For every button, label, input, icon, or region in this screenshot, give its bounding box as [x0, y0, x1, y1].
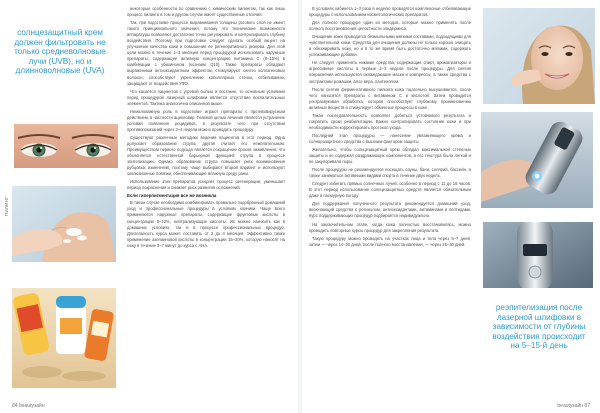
sunscreen-products-illustration [12, 288, 116, 388]
cream-application-illustration [12, 186, 116, 262]
left-callout: солнцезащитный крем должен фильтровать не только средневолновые лучи (UVB), но и длинноволновые (UVA) [14, 28, 106, 76]
eyes-closeup-illustration [14, 124, 118, 168]
laser-device-illustration [481, 112, 593, 208]
paragraph: Что касается пациентов с угревой сыпью и постакне, то основным условием перед процедурой лазерной шлифовки является отсутствие воспалительных элементов. Тактика аналогична описанной выше. [127, 88, 285, 106]
paragraph: Такая последовательность позволяет добиться устойчивого результата и сократить сроки реабилитации. Важно контролировать состояние кожи и при необходимости корректировать протокол ухода. [309, 112, 471, 130]
eyes-closeup-image [14, 124, 118, 168]
paragraph: После процедуры не рекомендуется посещать сауны, бани, солярий, бассейн, а также заниматься активными видами спорта в течение двух недель. [309, 167, 471, 179]
right-folio: beautyзайн 87 [557, 403, 590, 409]
paragraph: Существуют различные методики ведения пациентов в этот период. Одна допускает образование струпа, другая считает его нежелательным. Преимуществом первого подхода является сокращение сроков заживления, что объясняется естественной барьерной функцией струпа в процессе эпителизации. Однако образование струпа повышает риск возникновения рубцовых изменений, поэтому чаще выбирают второй вариант и используют окклюзионные повязки, обеспечивающие влажную среду раны. [127, 134, 285, 177]
paragraph: Для поддержания полученного результата рекомендуется домашний уход, включающий средства с ретинолом, антиоксидантами, витаминами и пептидами. Курс поддерживающих процедур подбирается индивидуально. [309, 201, 471, 219]
right-body-column [309, 6, 471, 404]
right-callout: реэпителизация после лазерной шлифовки в зависимости от глубины воздействия происходит на 5–15-й день [492, 303, 586, 351]
paragraph: После снятия ферментативного пилинга кожа тщательно высушивается, после чего наносятся препараты с витамином С и кислотой. Затем проводится ультразвуковая обработка, которая способствует глубокому проникновению активных веществ и стимулирует обменные процессы в коже. [309, 86, 471, 110]
paragraph: Следует избегать прямых солнечных лучей, особенно в период с 11 до 16 часов. В этот период использование солнцезащитных средств является обязательным даже в пасмурную погоду. [309, 181, 471, 199]
device-closeup-illustration [483, 222, 593, 288]
paragraph: Немаловажную роль в подготовке играют препараты с противовирусным действием, в частности ацикловир. Главной целью лечения является устранение условий появления рецидивов, в результате чего при отсутствии противопоказаний через 3–4 недели можно проводить процедуру. [127, 108, 285, 132]
paragraph: В таком случае необходимо комбинировать правильно подобранный домашний уход и профессиональные процедуры в условиях клиники. Чаще всего применяются наружные препараты, содержащие фруктовые кислоты в концентрации 5–12%, нейтрализующие кислоты. Их можно наносить как в домашних условиях, так и в процессе профессиональных процедур. Длительность курса может составить от 2 до 4 месяцев. Эффективно также применение азелаиновой кислоты в концентрации 15–20%, которую наносят на кожу в течение 3–7 минут до курса с АНА. [127, 200, 285, 248]
paragraph: Использование этих препаратов ускоряет процесс регенерации, уменьшает период покраснения и снижает риск развития осложнений. [127, 179, 285, 191]
cream-application-image [12, 186, 116, 262]
section-heading: Если гиперпигментация все же возникла [127, 193, 217, 199]
smiling-woman-image [483, 8, 595, 104]
paragraph: Так, при подготовке процессе выравнивания толщины рогового слоя не имеет такого принципиального значения, потому что технические возможности аппаратуры позволяют достаточно точно регулировать и контролировать глубину воздействия. Поэтому при подготовке следует сделать особый акцент на улучшение качества кожи и повышение ее регенеративного резерва. Для этой цели можно в течение 1–3 месяцев перед процедурой использовать наружные препараты, содержащие активную концентрацию витамина С (8–15%) в комбинации с убихиноном (коэнзим Q10). Также препараты обладают выраженным антиоксидантным эффектом, стимулируют синтез коллагеновых волокон, способствуют укреплению капиллярных стенок, отбеливанию, защищают от воздействия УФО. [127, 20, 285, 86]
paragraph: Такую процедуру можно проводить на участках лица и тела через 5–7 дней, затем — через 14–20 дней, после полного восстановления, — через 25–30 дней. [309, 235, 471, 247]
page-gutter [298, 0, 302, 413]
paragraph: Для полного процедуре один из методов, которые можно применять после полного восстановления целостности эпидермиса. [309, 20, 471, 32]
left-folio: 84 beautyзайн [12, 403, 45, 409]
paragraph: На заключительном этапе, когда кожа полностью восстановилась, можно проводить повторные курсы процедур для закрепления результата. [309, 221, 471, 233]
paragraph: Последний этап процедуры — нанесение увлажняющего крема и солнцезащитного средства с высоким фактором защиты. [309, 132, 471, 144]
paragraph: Желательно, чтобы солнцезащитный крем обладал максимальной степенью защиты и не содержал раздражающих компонентов, а его текстура была легкой и не закупоривала поры. [309, 146, 471, 165]
paragraph: некоторые особенности по сравнению с химическим пилингом, так как лишь процесс пилинга в том и другом случае имеет существенные отличия. [127, 6, 285, 18]
paragraph: В условиях кабинета 1–3 раза в неделю проводятся комплексные отбеливающие процедуры с использованием косметологических препаратов. [309, 6, 471, 18]
sunscreen-products-image [12, 288, 116, 388]
device-closeup-image [483, 222, 593, 288]
paragraph: Очищение кожи проводится безмыльными мягкими составами, подходящими для чувствительной кожи. Средства для очищения должны не только хорошо очищать и обезжиривать кожу, но и в то же время быть достаточно мягкими, содержать успокаивающие добавки. [309, 34, 471, 58]
left-body-column [127, 6, 285, 404]
smiling-woman-illustration [483, 8, 595, 104]
laser-device-image [481, 112, 593, 208]
paragraph: Не следует применять никакие средства, содержащие спирт, ароматизаторы и агрессивные кислоты в первые 2–3 недели после процедуры. Для снятия покраснения используются охлаждающие маски и компрессы, а также средства с экстрактами ромашки, алоэ вера, пантенолом. [309, 60, 471, 84]
section-rubric: ПИЛИНГ [4, 196, 9, 217]
